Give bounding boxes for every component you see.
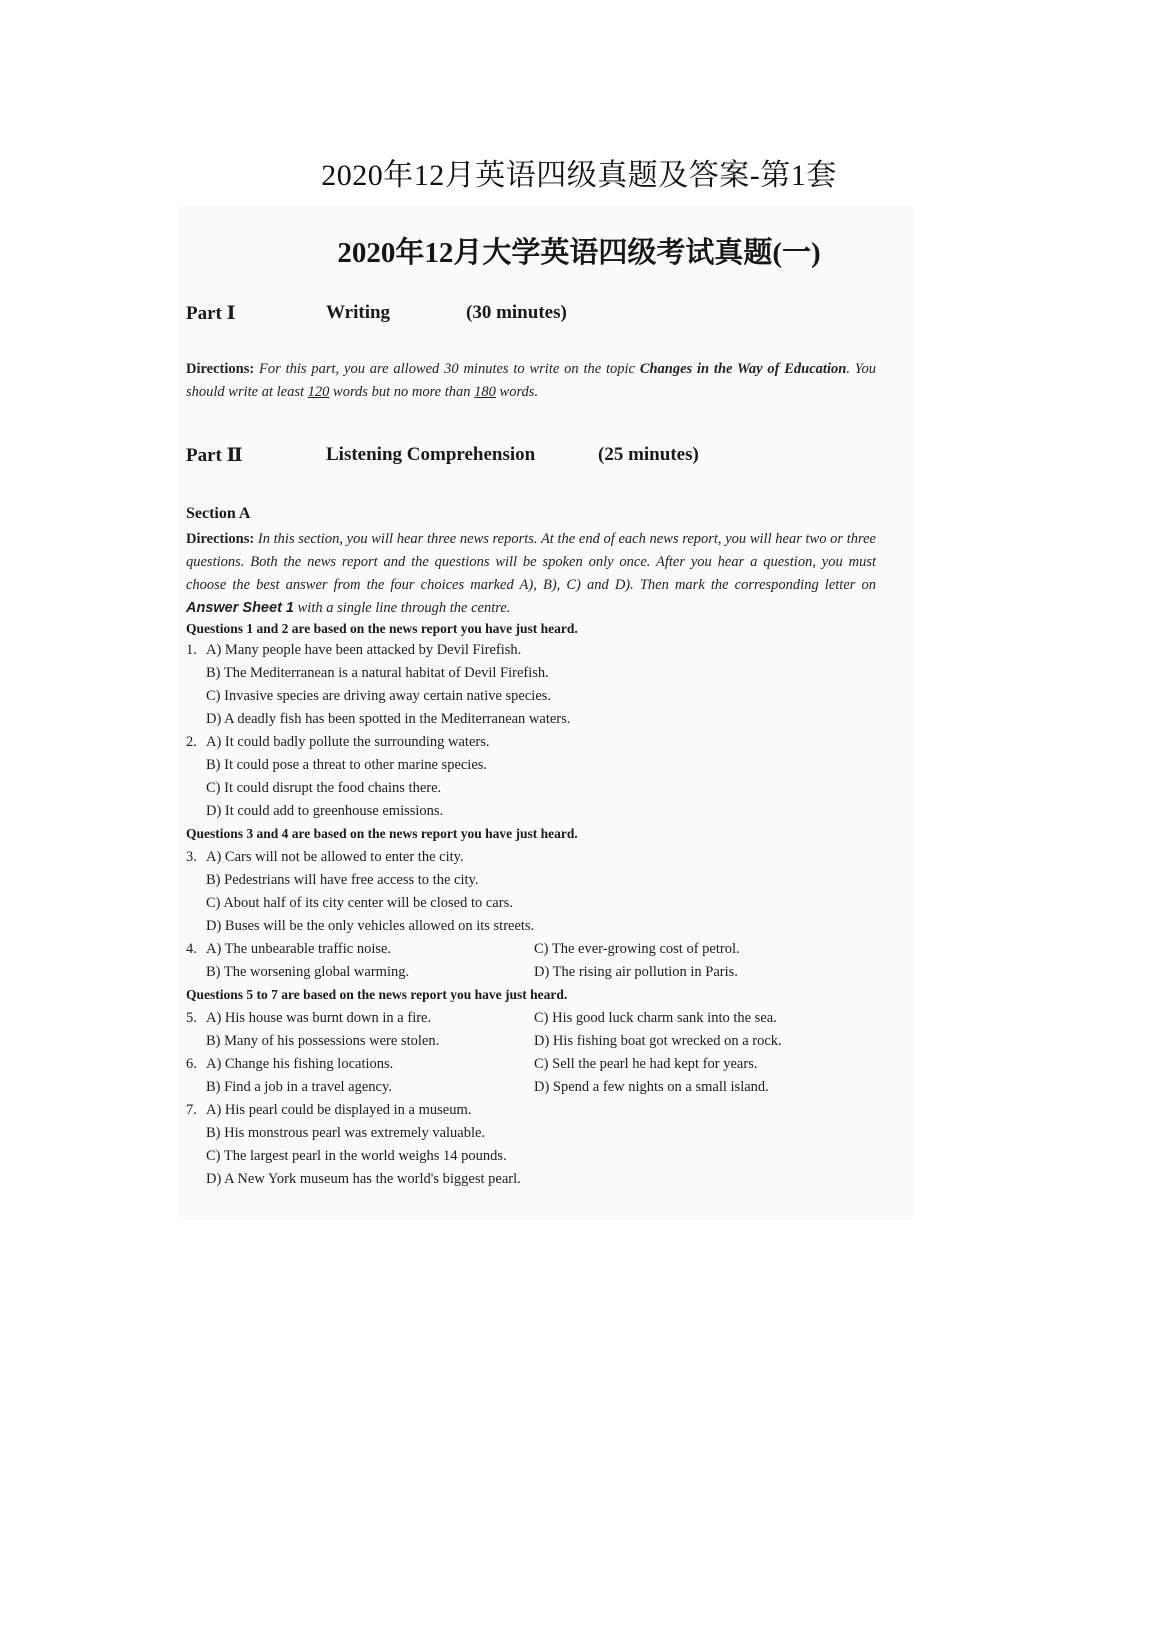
part1-time: (30 minutes) (466, 302, 567, 323)
option-c: C) Sell the pearl he had kept for years. (534, 1056, 758, 1072)
part1-directions-text-d: words. (495, 384, 539, 400)
part2-name: Listening Comprehension (326, 444, 536, 465)
option-d: D) A deadly fish has been spotted in the Mediterranean waters. (206, 711, 571, 727)
option-b: B) Find a job in a travel agency. (206, 1079, 392, 1095)
exam-title: 2020年12月大学英语四级考试真题(一) (337, 237, 821, 269)
section-a-label: Section A (186, 505, 251, 522)
option-a: A) Change his fishing locations. (206, 1056, 394, 1072)
option-c: C) The largest pearl in the world weighs 14 pounds. (206, 1148, 507, 1164)
option-a: A) Many people have been attacked by Devil Firefish. (206, 642, 522, 658)
min-words: 120 (307, 384, 330, 400)
part1-directions (186, 358, 876, 404)
part2-header (186, 444, 886, 470)
part1-directions-text-a: For this part, you are allowed 30 minutes to write on the topic (254, 361, 640, 377)
part1-name: Writing (326, 302, 391, 323)
question-group-heading: Questions 5 to 7 are based on the news report you have just heard. (186, 987, 568, 1002)
part1-label: Part Ⅰ (186, 303, 236, 324)
answer-sheet-ref: Answer Sheet 1 (186, 600, 294, 616)
option-b: B) The worsening global warming. (206, 964, 410, 980)
option-c: C) The ever-growing cost of petrol. (534, 941, 740, 957)
option-b: B) Pedestrians will have free access to the city. (206, 872, 479, 888)
option-b: B) It could pose a threat to other marine species. (206, 757, 488, 773)
question-number: 7. (186, 1102, 197, 1118)
option-b: B) His monstrous pearl was extremely valuable. (206, 1125, 486, 1141)
option-b: B) Many of his possessions were stolen. (206, 1033, 440, 1049)
part2-directions-label: Directions: (186, 531, 255, 547)
question-group-heading: Questions 3 and 4 are based on the news report you have just heard. (186, 826, 578, 841)
part2-label: Part Ⅱ (186, 445, 243, 466)
part1-directions-text-c: words but no more than (329, 384, 475, 400)
question-number: 4. (186, 941, 197, 957)
part2-directions (186, 528, 876, 620)
option-c: C) It could disrupt the food chains there. (206, 780, 442, 796)
option-d: D) Buses will be the only vehicles allowed on its streets. (206, 918, 535, 934)
option-a: A) His house was burnt down in a fire. (206, 1010, 432, 1026)
option-c: C) Invasive species are driving away certain native species. (206, 688, 552, 704)
question-number: 3. (186, 849, 197, 865)
part1-header (186, 302, 886, 328)
question-group-heading: Questions 1 and 2 are based on the news report you have just heard. (186, 621, 578, 636)
option-d: D) It could add to greenhouse emissions. (206, 803, 444, 819)
question-number: 6. (186, 1056, 197, 1072)
option-a: A) The unbearable traffic noise. (206, 941, 392, 957)
part1-directions-text-b: . You should write at least (186, 361, 876, 400)
part2-directions-text-b: with a single line through the centre. (294, 600, 511, 616)
option-a: A) It could badly pollute the surrounding waters. (206, 734, 490, 750)
part2-directions-text-a: In this section, you will hear three news reports. At the end of each news report, you will hear two or three questions. Both the news report and the questions will be spoken only once. After you hear a question, you must choose the best answer from the four choices marked A), B), C) and D). Then mark the corresponding letter on (186, 531, 876, 593)
option-a: A) His pearl could be displayed in a museum. (206, 1102, 472, 1118)
max-words: 180 (474, 384, 496, 400)
option-a: A) Cars will not be allowed to enter the city. (206, 849, 464, 865)
document-title: 2020年12月英语四级真题及答案-第1套 (321, 159, 837, 192)
writing-topic: Changes in the Way of Education (639, 361, 847, 377)
option-c: C) About half of its city center will be closed to cars. (206, 895, 513, 911)
option-b: B) The Mediterranean is a natural habitat of Devil Firefish. (206, 665, 549, 681)
option-d: D) Spend a few nights on a small island. (534, 1079, 769, 1095)
option-c: C) His good luck charm sank into the sea. (534, 1010, 777, 1026)
part1-directions-label: Directions: (186, 361, 255, 377)
question-number: 5. (186, 1010, 197, 1026)
part2-time: (25 minutes) (598, 444, 699, 465)
question-number: 2. (186, 734, 197, 750)
question-number: 1. (186, 642, 197, 658)
option-d: D) A New York museum has the world's biggest pearl. (206, 1171, 521, 1187)
option-d: D) The rising air pollution in Paris. (534, 964, 738, 980)
option-d: D) His fishing boat got wrecked on a rock. (534, 1033, 782, 1049)
